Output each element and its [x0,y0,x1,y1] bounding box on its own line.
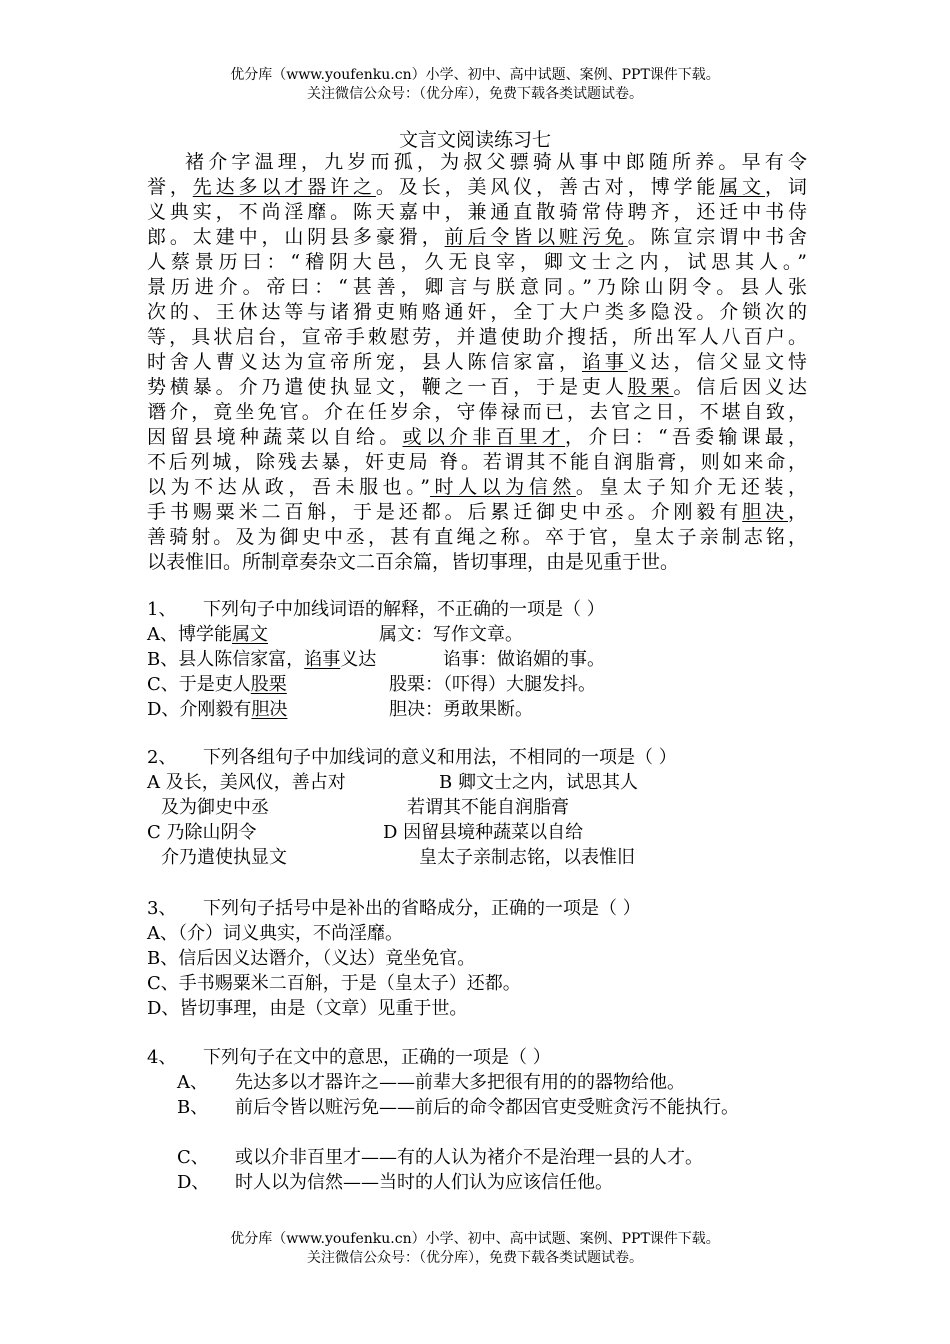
option-pair-row [147,820,827,845]
question-text: 下列句子中加线词语的解释，不正确的一项是（ ） [203,599,605,620]
option-pair-row [147,795,827,820]
option-pair-row [147,770,827,795]
passage-line [147,325,807,350]
option-right: 皇太子亲制志铭，以表惟旧 [419,847,635,868]
question-number: 2、 [147,747,177,768]
passage-segment: ，词 [765,176,807,198]
question-number: 4、 [147,1047,177,1068]
question-stem [147,896,827,921]
option-text-tail: 义达 [340,649,377,670]
option-d [147,1170,827,1195]
passage-segment: 景历进介。帝曰：“甚善，卿言与朕意同。”乃除山阴令。县人张 [147,276,807,298]
option-text: B、县人陈信家富， [147,649,305,670]
option-explanation: 属文：写作文章。 [379,624,523,645]
question-stem [147,745,827,770]
underlined-phrase: 或以介非百里才 [402,426,566,448]
option-text: 时人以为信然——当时的人们认为应该信任他。 [235,1172,613,1193]
passage-text [147,150,807,575]
question-number: 3、 [147,898,177,919]
option-left: 介乃遣使执显文 [161,847,287,868]
document-title: 文言文阅读练习七 [398,129,551,151]
option-text: 或以介非百里才——有的人认为褚介不是治理一县的人才。 [235,1147,703,1168]
page-footer [0,1230,950,1268]
footer-line-2: 关注微信公众号：（优分库），免费下载各类试题试卷。 [307,1250,643,1266]
underlined-word: 属文 [232,624,268,645]
passage-segment: 誉， [147,176,193,198]
passage-line [147,425,807,450]
question-1 [147,597,827,722]
option-c: C、手书赐粟米二百斛，于是（皇太子）还都。 [147,973,521,994]
option-right: 若谓其不能自润脂膏 [407,797,569,818]
option-label: C、 [177,1147,209,1168]
option-left: A 及长，美风仪，善占对 [147,772,346,793]
passage-line [147,475,807,500]
underlined-phrase: 时人以为信然 [429,476,576,498]
page-header [0,66,950,104]
passage-segment: ， [787,501,807,523]
option-b: B、信后因义达谮介，（义达）竟坐免官。 [147,948,476,969]
passage-segment: 手书赐粟米二百斛，于是还都。后累迁御史中丞。介刚毅有 [147,501,743,523]
question-text: 下列句子括号中是补出的省略成分，正确的一项是（ ） [203,898,641,919]
option-d: D、皆切事理，由是（文章）见重于世。 [147,998,468,1019]
option-right: B 卿文士之内，试思其人 [439,772,638,793]
question-number: 1、 [147,599,177,620]
underlined-phrase: 属文 [719,176,766,198]
option-c [147,1145,827,1170]
passage-segment: 因留县境种蔬菜以自给。 [147,426,403,448]
passage-segment: 褚介字温理，九岁而孤，为叔父骠骑从事中郎随所养。早有令 [185,151,807,173]
option-pair-row [147,845,827,870]
question-3 [147,896,827,1021]
option-left: C 乃除山阴令 [147,822,257,843]
option-text: 先达多以才器许之——前辈大多把很有用的的器物给他。 [235,1072,685,1093]
passage-segment: 。信后因义达 [673,376,807,398]
question-2 [147,745,827,870]
passage-segment: 势横暴。介乃遣使执显文，鞭之一百，于是吏人 [147,376,628,398]
question-4 [147,1045,827,1195]
question-stem [147,1045,827,1070]
passage-segment: 以为不达从政，吾未服也。” [147,476,430,498]
passage-line [147,250,807,275]
option-left: 及为御史中丞 [161,797,269,818]
question-stem [147,597,827,622]
option-label: A、 [177,1072,208,1093]
option-text: D、介刚毅有 [147,699,252,720]
passage-line [147,350,807,375]
passage-line [147,200,807,225]
passage-segment: 次的、王休达等与诸猾吏贿赂通奸，全丁大户类多隐没。介锁次的 [147,301,807,323]
passage-segment: 时舍人曹义达为宣帝所宠，县人陈信家富， [147,351,582,373]
passage-segment: 人蔡景历曰：“稽阴大邑，久无良宰，卿文士之内，试思其人。” [147,251,807,273]
passage-segment: 。及长，美风仪，善古对，博学能 [375,176,720,198]
passage-segment: 谮介，竟坐免官。介在任岁余，守俸禄而已，去官之日，不堪自致， [147,401,807,423]
option-explanation: 股栗：（吓得）大腿发抖。 [389,674,596,695]
passage-line [147,450,807,475]
underlined-word: 胆决 [251,699,288,720]
underlined-phrase: 先达多以才器许之 [192,176,376,198]
option-right: D 因留县境种蔬菜以自给 [383,822,584,843]
footer-line-1: 优分库（www.youfenku.cn）小学、初中、高中试题、案例、PPT课件下载。 [230,1231,720,1247]
passage-line [147,275,807,300]
option-text: C、于是吏人 [147,674,251,695]
passage-line [147,525,807,550]
passage-line [147,150,807,175]
underlined-word: 股栗 [250,674,287,695]
passage-line [147,175,807,200]
passage-line [147,225,807,250]
option-explanation: 谄事：做谄媚的事。 [443,649,605,670]
question-text: 下列各组句子中加线词的意义和用法，不相同的一项是（ ） [203,747,677,768]
option-a [147,622,827,647]
question-text: 下列句子在文中的意思，正确的一项是（ ） [203,1047,551,1068]
option-text: A、博学能 [147,624,232,645]
option-label: B、 [177,1097,209,1118]
underlined-phrase: 前后令皆以赃污免 [444,226,628,248]
option-a: A、（介）词义典实，不尚淫靡。 [147,923,403,944]
option-explanation: 胆决：勇敢果断。 [389,699,533,720]
underlined-phrase: 谄事 [581,351,628,373]
passage-segment: 等，具状启台，宣帝手敕慰劳，并遣使助介搜括，所出军人八百户。 [147,326,807,348]
passage-segment: ，介曰：“吾委输课最， [565,426,807,448]
underlined-word: 谄事 [304,649,341,670]
passage-segment: 不后列城，除残去暴，奸吏局 脊。若谓其不能自润脂膏，则如来命， [147,451,807,473]
passage-segment: 义达，信父显文恃 [627,351,807,373]
option-label: D、 [177,1172,210,1193]
option-b [147,1095,827,1145]
passage-segment: 。陈宣宗谓中书舍 [627,226,807,248]
passage-segment: 。皇太子知介无还装， [575,476,807,498]
header-line-2: 关注微信公众号：（优分库），免费下载各类试题试卷。 [307,86,643,102]
option-b [147,647,827,672]
header-line-1: 优分库（www.youfenku.cn）小学、初中、高中试题、案例、PPT课件下载。 [230,67,720,83]
passage-line [147,500,807,525]
passage-segment: 善骑射。及为御史中丞，甚有直绳之称。卒于官，皇太子亲制志铭， [147,526,807,548]
passage-line [147,400,807,425]
option-d [147,697,827,722]
passage-segment: 义典实，不尚淫靡。陈天嘉中，兼通直散骑常侍聘齐，还迁中书侍 [147,201,807,223]
option-text: 前后令皆以赃污免——前后的命令都因官吏受赃贪污不能执行。 [235,1097,739,1118]
passage-line [147,550,807,575]
underlined-phrase: 胆决 [742,501,788,523]
passage-segment: 郎。太建中，山阴县多豪猾， [147,226,445,248]
passage-line [147,300,807,325]
option-c [147,672,827,697]
option-a [147,1070,827,1095]
underlined-phrase: 股栗 [627,376,674,398]
passage-segment: 以表惟旧。所制章奏杂文二百余篇，皆切事理，由是见重于世。 [147,551,680,573]
passage-line [147,375,807,400]
